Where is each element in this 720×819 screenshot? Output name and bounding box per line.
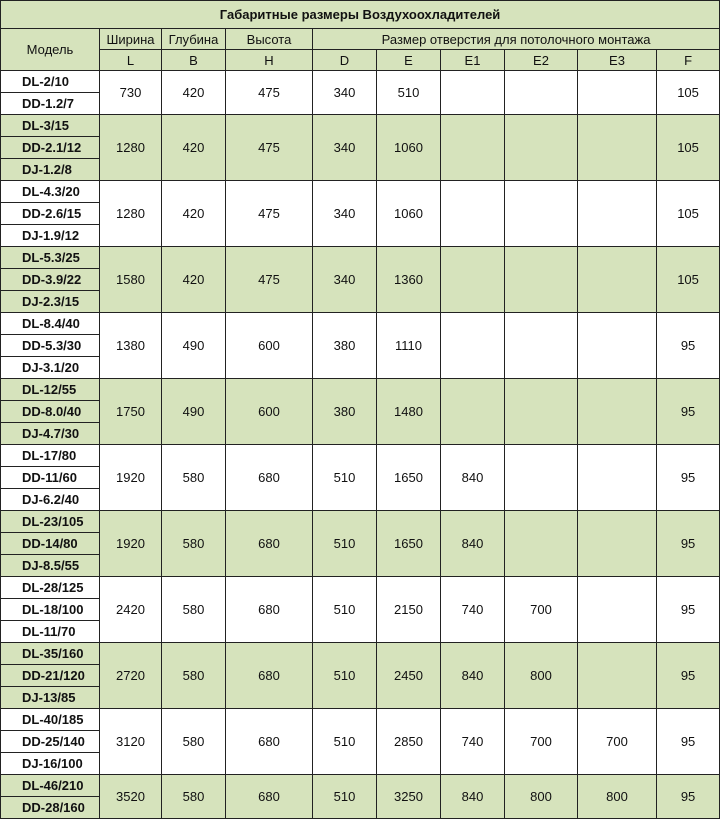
cell-B: 580 — [162, 511, 226, 577]
cell-F: 95 — [657, 775, 720, 819]
table-row — [1, 313, 720, 379]
cell-E1: 740 — [441, 577, 505, 643]
cell-L: 1280 — [100, 181, 162, 247]
cell-E2: 700 — [505, 709, 578, 775]
cell-E1: 740 — [441, 709, 505, 775]
model-name: DD-25/140 — [1, 731, 99, 753]
model-name: DJ-16/100 — [22, 756, 83, 771]
cell-E2 — [505, 115, 578, 181]
cell-B: 490 — [162, 313, 226, 379]
header-D: D — [313, 50, 377, 71]
cell-E: 1650 — [377, 511, 441, 577]
header-row-2 — [1, 50, 720, 71]
cell-D: 510 — [313, 577, 377, 643]
header-E3: E3 — [578, 50, 657, 71]
cell-F: 105 — [657, 247, 720, 313]
model-cell — [1, 181, 100, 247]
cell-D: 510 — [313, 775, 377, 819]
model-name: DD-2.6/15 — [1, 203, 99, 225]
cell-E3 — [578, 71, 657, 115]
model-name: DD-8.0/40 — [1, 401, 99, 423]
model-cell — [1, 247, 100, 313]
cell-D: 510 — [313, 643, 377, 709]
model-cell — [1, 379, 100, 445]
model-name: DJ-1.9/12 — [22, 228, 80, 243]
cell-E1 — [441, 115, 505, 181]
header-width: Ширина — [100, 29, 162, 50]
header-depth: Глубина — [162, 29, 226, 50]
cell-E3 — [578, 445, 657, 511]
cell-E1: 840 — [441, 643, 505, 709]
model-name: DL-46/210 — [1, 775, 99, 797]
cell-E3 — [578, 511, 657, 577]
model-cell — [1, 313, 100, 379]
cell-E: 1650 — [377, 445, 441, 511]
table-row — [1, 511, 720, 577]
cell-B: 580 — [162, 775, 226, 819]
cell-E3 — [578, 643, 657, 709]
cell-E2 — [505, 313, 578, 379]
table-row — [1, 379, 720, 445]
model-name: DJ-3.1/20 — [22, 360, 80, 375]
cell-H: 475 — [226, 181, 313, 247]
cell-D: 340 — [313, 181, 377, 247]
header-row-1 — [1, 29, 720, 50]
model-cell — [1, 709, 100, 775]
table-row — [1, 247, 720, 313]
cell-F: 95 — [657, 445, 720, 511]
cell-D: 510 — [313, 445, 377, 511]
table-row — [1, 71, 720, 115]
cell-E1 — [441, 71, 505, 115]
cell-B: 420 — [162, 181, 226, 247]
model-cell — [1, 71, 100, 115]
cell-H: 600 — [226, 379, 313, 445]
cell-F: 95 — [657, 643, 720, 709]
cell-E3 — [578, 577, 657, 643]
model-name: DL-35/160 — [1, 643, 99, 665]
model-name: DL-12/55 — [1, 379, 99, 401]
cell-F: 105 — [657, 71, 720, 115]
model-name: DJ-1.2/8 — [22, 162, 72, 177]
model-name: DD-5.3/30 — [1, 335, 99, 357]
cell-L: 1280 — [100, 115, 162, 181]
cell-D: 340 — [313, 247, 377, 313]
cell-E2: 800 — [505, 775, 578, 819]
model-name: DL-2/10 — [1, 71, 99, 93]
table-row — [1, 181, 720, 247]
model-name: DL-17/80 — [1, 445, 99, 467]
cell-L: 1750 — [100, 379, 162, 445]
cell-D: 380 — [313, 313, 377, 379]
cell-E3 — [578, 115, 657, 181]
cell-L: 1580 — [100, 247, 162, 313]
cell-D: 510 — [313, 709, 377, 775]
cell-E1 — [441, 247, 505, 313]
cell-F: 95 — [657, 577, 720, 643]
cell-F: 95 — [657, 709, 720, 775]
cell-E3 — [578, 313, 657, 379]
header-height: Высота — [226, 29, 313, 50]
model-name: DD-14/80 — [1, 533, 99, 555]
table-row — [1, 709, 720, 775]
cell-E2 — [505, 445, 578, 511]
model-name: DL-4.3/20 — [1, 181, 99, 203]
header-L: L — [100, 50, 162, 71]
cell-F: 95 — [657, 379, 720, 445]
model-name: DL-3/15 — [1, 115, 99, 137]
model-name: DL-28/125 — [1, 577, 99, 599]
cell-L: 2720 — [100, 643, 162, 709]
model-name: DJ-8.5/55 — [22, 558, 80, 573]
cell-E3 — [578, 247, 657, 313]
cell-L: 1920 — [100, 445, 162, 511]
cell-L: 2420 — [100, 577, 162, 643]
cell-E: 1110 — [377, 313, 441, 379]
cell-H: 680 — [226, 709, 313, 775]
cell-E3 — [578, 379, 657, 445]
cell-B: 580 — [162, 577, 226, 643]
cell-E2 — [505, 379, 578, 445]
model-name: DD-28/160 — [22, 800, 85, 815]
cell-E: 1480 — [377, 379, 441, 445]
model-name: DL-18/100 — [1, 599, 99, 621]
table-row — [1, 115, 720, 181]
model-name: DL-11/70 — [22, 624, 76, 639]
cell-H: 600 — [226, 313, 313, 379]
header-E1: E1 — [441, 50, 505, 71]
model-cell — [1, 577, 100, 643]
cell-E1: 840 — [441, 511, 505, 577]
table-row — [1, 775, 720, 819]
header-F: F — [657, 50, 720, 71]
cell-E3 — [578, 181, 657, 247]
cell-D: 340 — [313, 71, 377, 115]
header-model: Модель — [1, 29, 100, 71]
model-name: DL-8.4/40 — [1, 313, 99, 335]
header-H: H — [226, 50, 313, 71]
cell-E3: 700 — [578, 709, 657, 775]
cell-B: 420 — [162, 115, 226, 181]
cell-B: 420 — [162, 71, 226, 115]
cell-L: 1920 — [100, 511, 162, 577]
model-name: DJ-6.2/40 — [22, 492, 80, 507]
cell-E: 1060 — [377, 181, 441, 247]
cell-B: 580 — [162, 445, 226, 511]
cell-E1 — [441, 181, 505, 247]
cell-H: 680 — [226, 445, 313, 511]
cell-F: 95 — [657, 511, 720, 577]
model-cell — [1, 511, 100, 577]
cell-F: 105 — [657, 115, 720, 181]
cell-E3: 800 — [578, 775, 657, 819]
cell-E: 2450 — [377, 643, 441, 709]
cell-H: 680 — [226, 775, 313, 819]
cell-H: 475 — [226, 247, 313, 313]
cell-E2: 800 — [505, 643, 578, 709]
header-E2: E2 — [505, 50, 578, 71]
cell-E2 — [505, 181, 578, 247]
table-title: Габаритные размеры Воздухоохладителей — [1, 1, 720, 29]
model-name: DJ-13/85 — [22, 690, 76, 705]
cell-B: 580 — [162, 709, 226, 775]
model-name: DL-5.3/25 — [1, 247, 99, 269]
model-name: DD-1.2/7 — [22, 96, 75, 111]
cell-D: 510 — [313, 511, 377, 577]
cell-E1: 840 — [441, 775, 505, 819]
cell-E2 — [505, 247, 578, 313]
cell-H: 680 — [226, 643, 313, 709]
model-name: DL-23/105 — [1, 511, 99, 533]
cell-H: 475 — [226, 71, 313, 115]
table-row — [1, 643, 720, 709]
model-cell — [1, 775, 100, 819]
model-cell — [1, 115, 100, 181]
cell-L: 1380 — [100, 313, 162, 379]
cell-L: 730 — [100, 71, 162, 115]
cell-E2 — [505, 511, 578, 577]
title-row — [1, 1, 720, 29]
cell-E: 1360 — [377, 247, 441, 313]
cell-L: 3520 — [100, 775, 162, 819]
cell-H: 680 — [226, 577, 313, 643]
cell-D: 340 — [313, 115, 377, 181]
cell-F: 95 — [657, 313, 720, 379]
model-name: DD-3.9/22 — [1, 269, 99, 291]
cell-B: 580 — [162, 643, 226, 709]
model-name: DD-21/120 — [1, 665, 99, 687]
cell-E1 — [441, 313, 505, 379]
cell-E2: 700 — [505, 577, 578, 643]
cell-B: 490 — [162, 379, 226, 445]
header-mount: Размер отверстия для потолочного монтажа — [313, 29, 720, 50]
cell-E: 2150 — [377, 577, 441, 643]
table-row — [1, 577, 720, 643]
model-name: DD-11/60 — [1, 467, 99, 489]
cell-E: 1060 — [377, 115, 441, 181]
cell-B: 420 — [162, 247, 226, 313]
model-cell — [1, 643, 100, 709]
cell-E: 510 — [377, 71, 441, 115]
table-row — [1, 445, 720, 511]
model-name: DD-2.1/12 — [1, 137, 99, 159]
cell-E: 3250 — [377, 775, 441, 819]
model-name: DL-40/185 — [1, 709, 99, 731]
cell-L: 3120 — [100, 709, 162, 775]
cell-H: 475 — [226, 115, 313, 181]
header-E: E — [377, 50, 441, 71]
model-cell — [1, 445, 100, 511]
header-B: B — [162, 50, 226, 71]
cell-D: 380 — [313, 379, 377, 445]
cell-E1: 840 — [441, 445, 505, 511]
model-name: DJ-4.7/30 — [22, 426, 80, 441]
model-name: DJ-2.3/15 — [22, 294, 80, 309]
cell-E1 — [441, 379, 505, 445]
cell-F: 105 — [657, 181, 720, 247]
cell-E2 — [505, 71, 578, 115]
cell-H: 680 — [226, 511, 313, 577]
cell-E: 2850 — [377, 709, 441, 775]
